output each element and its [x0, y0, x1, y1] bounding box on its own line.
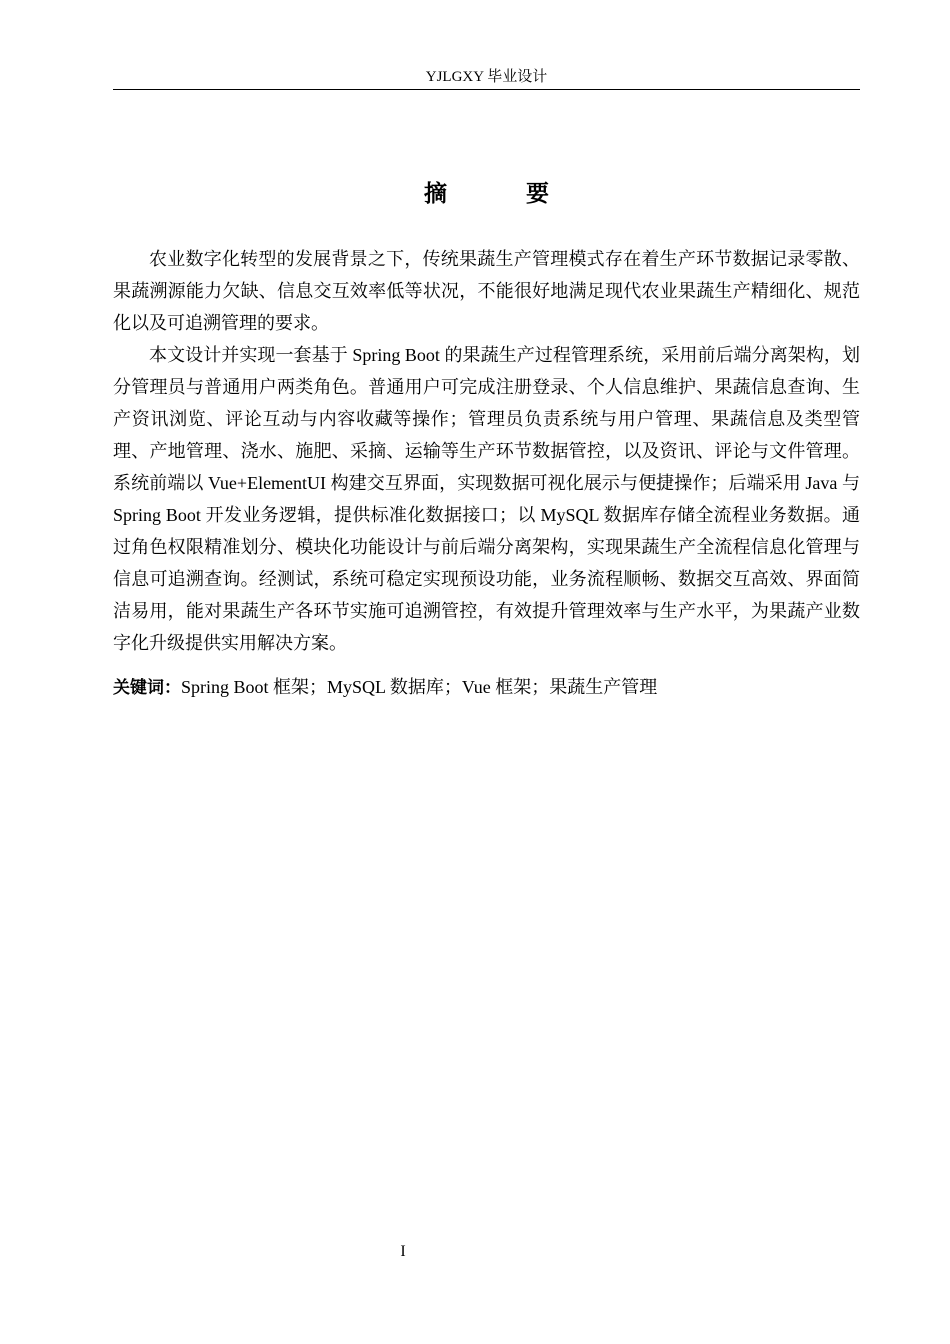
keywords-text: Spring Boot 框架；MySQL 数据库；Vue 框架；果蔬生产管理 — [181, 677, 658, 697]
keywords-label: 关键词： — [113, 678, 181, 698]
keywords-line — [113, 671, 860, 704]
running-header: YJLGXY 毕业设计 — [425, 69, 548, 85]
abstract-paragraph-1: 农业数字化转型的发展背景之下，传统果蔬生产管理模式存在着生产环节数据记录零散、果蔬溯源能力欠缺、信息交互效率低等状况，不能很好地满足现代农业果蔬生产精细化、规范化以及可追溯管理的要求。 — [113, 249, 860, 333]
abstract-paragraph-2: 本文设计并实现一套基于 Spring Boot 的果蔬生产过程管理系统，采用前后端分离架构，划分管理员与普通用户两类角色。普通用户可完成注册登录、个人信息维护、果蔬信息查询、生产资讯浏览、评论互动与内容收藏等操作；管理员负责系统与用户管理、果蔬信息及类型管理、产地管理、浇水、施肥、采摘、运输等生产环节数据管控，以及资讯、评论与文件管理。系统前端以 Vue+ElementUI 构建交互界面，实现数据可视化展示与便捷操作；后端采用 Java 与 Spring Boot 开发业务逻辑，提供标准化数据接口；以 MySQL 数据库存储全流程业务数据。通过角色权限精准划分、模块化功能设计与前后端分离架构，实现果蔬生产全流程信息化管理与信息可追溯查询。经测试，系统可稳定实现预设功能，业务流程顺畅、数据交互高效、界面简洁易用，能对果蔬生产各环节实施可追溯管控，有效提升管理效率与生产水平，为果蔬产业数字化升级提供实用解决方案。 — [113, 345, 860, 653]
header-rule — [113, 89, 860, 90]
abstract-title: 摘 要 — [424, 181, 577, 207]
abstract-body — [113, 243, 860, 704]
page-number: I — [400, 1243, 406, 1260]
